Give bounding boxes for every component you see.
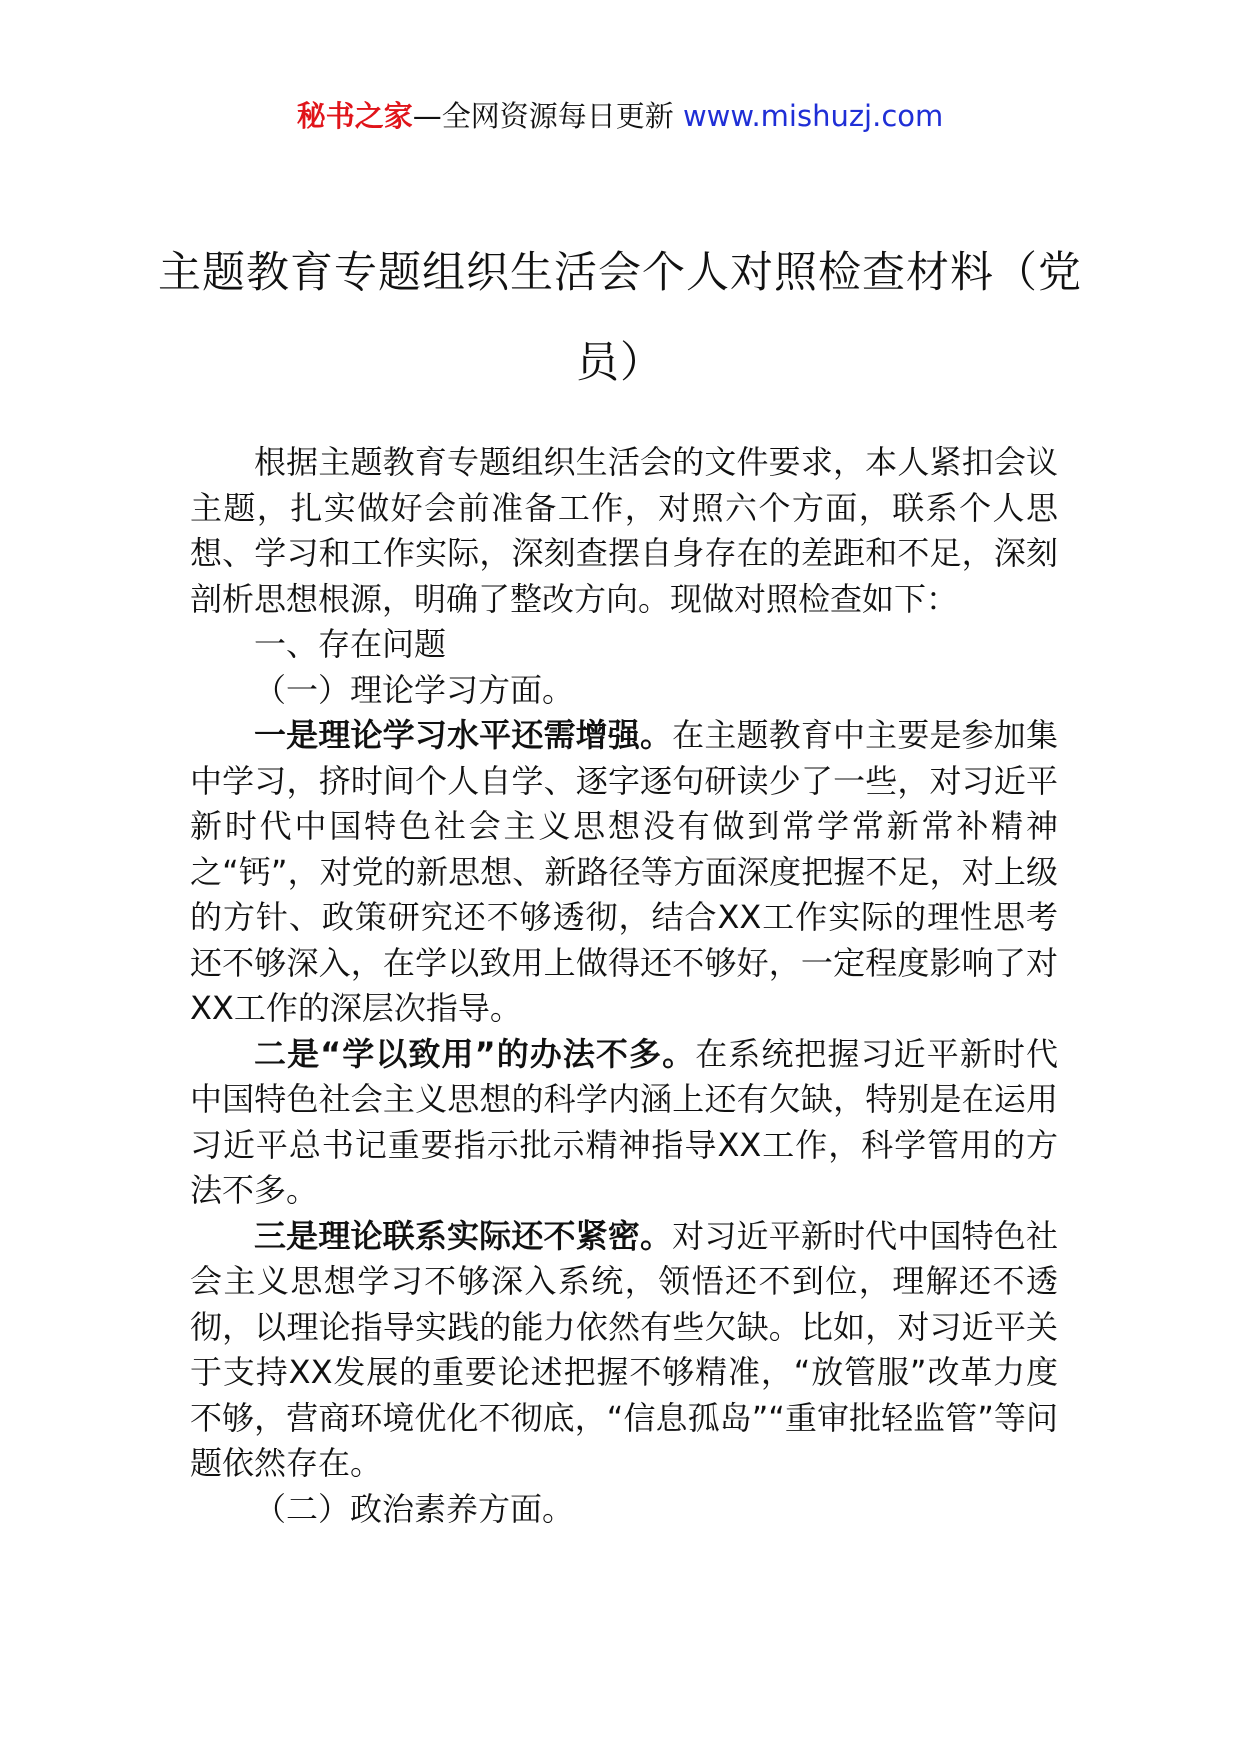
section-heading <box>190 622 1058 668</box>
point-paragraph <box>190 1214 1058 1487</box>
paragraph-text: 根据主题教育专题组织生活会的文件要求，本人紧扣会议主题，扎实做好会前准备工作，对照六个方面，联系个人思想、学习和工作实际，深刻查摆自身存在的差距和不足，深刻剖析思想根源，明确了整改方向。现做对照检查如下： <box>190 443 1058 618</box>
point-paragraph <box>190 1032 1058 1214</box>
brand-name: 秘书之家 <box>296 99 413 133</box>
site-header <box>0 96 1240 136</box>
point-text: 对习近平新时代中国特色社会主义思想学习不够深入系统，领悟还不到位，理解还不透彻，以理论指导实践的能力依然有些欠缺。比如，对习近平关于支持XX发展的重要论述把握不够精准，“放管服”改革力度不够，营商环境优化不彻底，“信息孤岛”“重审批轻监管”等问题依然存在。 <box>190 1216 1058 1482</box>
subsection-heading <box>190 1487 1058 1533</box>
point-text: 在主题教育中主要是参加集中学习，挤时间个人自学、逐字逐句研读少了一些，对习近平新时代中国特色社会主义思想没有做到常学常新常补精神之“钙”，对党的新思想、新路径等方面深度把握不足，对上级的方针、政策研究还不够透彻，结合XX工作实际的理性思考还不够深入，在学以致用上做得还不够好，一定程度影响了对XX工作的深层次指导。 <box>190 716 1058 1027</box>
subsection-heading-text: （一）理论学习方面。 <box>254 670 575 709</box>
document-title: 主题教育专题组织生活会个人对照检查材料（党员） <box>158 248 1082 388</box>
header-tagline: —全网资源每日更新 <box>412 99 674 133</box>
subsection-heading <box>190 668 1058 714</box>
document-body <box>190 440 1058 1532</box>
point-paragraph <box>190 713 1058 1032</box>
point-text: 在系统把握习近平新时代中国特色社会主义思想的科学内涵上还有欠缺，特别是在运用习近平总书记重要指示批示精神指导XX工作，科学管用的方法不多。 <box>190 1034 1058 1209</box>
point-lead: 二是“学以致用”的办法不多。 <box>254 1034 696 1073</box>
site-url-link[interactable]: www.mishuzj.com <box>682 99 944 133</box>
subsection-heading-text: （二）政治素养方面。 <box>254 1489 575 1528</box>
point-lead: 一是理论学习水平还需增强。 <box>254 716 673 754</box>
intro-paragraph <box>190 440 1058 622</box>
point-lead: 三是理论联系实际还不紧密。 <box>254 1216 673 1255</box>
section-heading-text: 一、存在问题 <box>254 625 447 663</box>
